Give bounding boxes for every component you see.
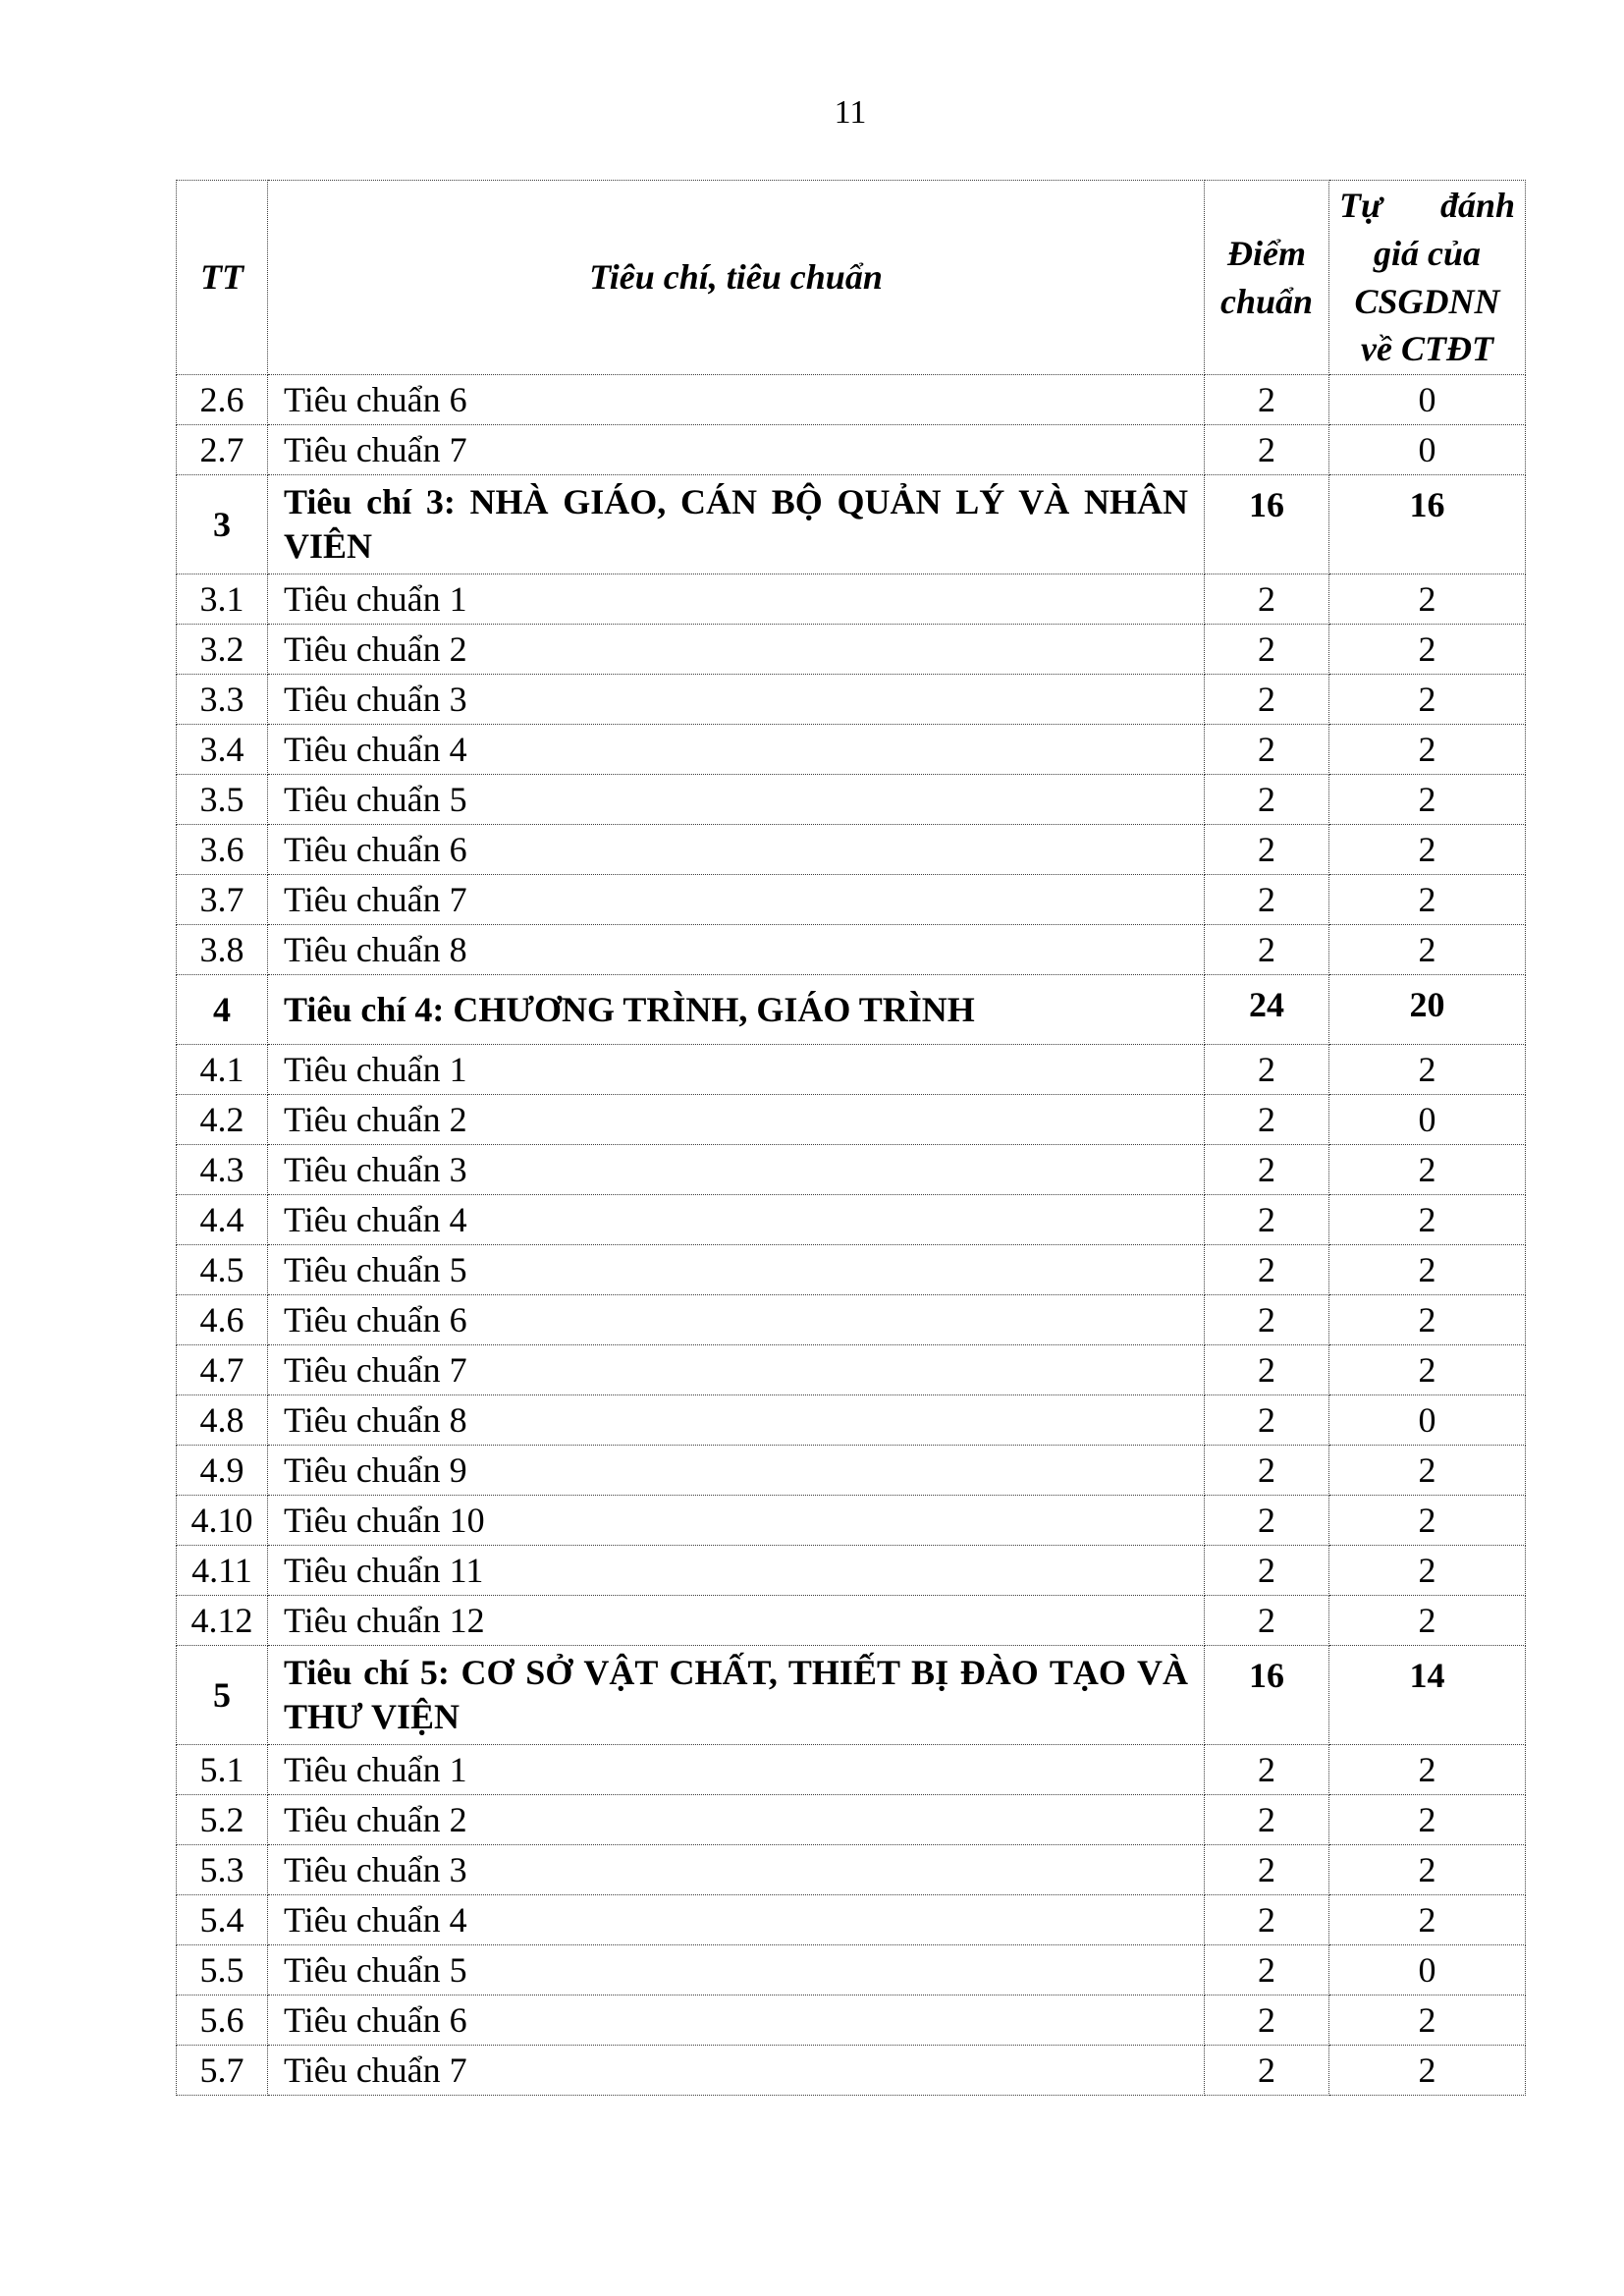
header-cell-tt: TT (177, 181, 268, 375)
row-standard-score-cell: 2 (1205, 1546, 1329, 1596)
row-title-cell: Tiêu chuẩn 4 (268, 1195, 1205, 1245)
header-self-line: Tự đánh (1339, 186, 1515, 226)
row-id-cell: 3.4 (177, 725, 268, 775)
row-self-assessment-cell: 0 (1329, 1095, 1526, 1145)
header-cell-self-assessment (1329, 181, 1526, 375)
table-row (177, 775, 1526, 825)
table-row (177, 925, 1526, 975)
row-standard-score-cell: 2 (1205, 574, 1329, 625)
row-id-cell: 4.3 (177, 1145, 268, 1195)
row-standard-score-cell: 2 (1205, 825, 1329, 875)
row-id-cell: 5.2 (177, 1795, 268, 1845)
table-row (177, 725, 1526, 775)
row-id-cell: 3.8 (177, 925, 268, 975)
row-title-cell: Tiêu chuẩn 9 (268, 1446, 1205, 1496)
row-title-cell: Tiêu chuẩn 12 (268, 1596, 1205, 1646)
row-standard-score-cell: 2 (1205, 1845, 1329, 1895)
row-standard-score-cell: 2 (1205, 1195, 1329, 1245)
row-title-cell: Tiêu chuẩn 6 (268, 825, 1205, 875)
table-row (177, 475, 1526, 574)
row-title-cell: Tiêu chuẩn 2 (268, 1795, 1205, 1845)
table-row (177, 1646, 1526, 1745)
row-id-cell: 4.5 (177, 1245, 268, 1295)
row-id-cell: 5.5 (177, 1945, 268, 1995)
row-self-assessment-cell: 20 (1329, 975, 1526, 1045)
row-id-cell: 3.3 (177, 675, 268, 725)
row-standard-score-cell: 2 (1205, 1995, 1329, 2046)
row-self-assessment-cell: 2 (1329, 1795, 1526, 1845)
section-title-line: Tiêu chí 5: CƠ SỞ VẬT CHẤT, THIẾT BỊ ĐÀO TẠO VÀ (284, 1653, 1188, 1692)
row-self-assessment-cell: 2 (1329, 1895, 1526, 1945)
row-standard-score-cell: 2 (1205, 1745, 1329, 1795)
row-id-cell: 3.5 (177, 775, 268, 825)
row-self-assessment-cell: 16 (1329, 475, 1526, 574)
row-self-assessment-cell: 2 (1329, 1745, 1526, 1795)
row-title-cell: Tiêu chuẩn 8 (268, 925, 1205, 975)
row-title-cell: Tiêu chuẩn 4 (268, 725, 1205, 775)
row-self-assessment-cell: 2 (1329, 1845, 1526, 1895)
row-standard-score-cell: 2 (1205, 1496, 1329, 1546)
row-id-cell: 5.7 (177, 2046, 268, 2096)
section-title-line: VIÊN (284, 526, 373, 566)
row-id-cell: 3.2 (177, 625, 268, 675)
row-title-cell: Tiêu chí 4: CHƯƠNG TRÌNH, GIÁO TRÌNH (268, 975, 1205, 1045)
row-standard-score-cell: 2 (1205, 775, 1329, 825)
row-standard-score-cell: 2 (1205, 725, 1329, 775)
table-row (177, 1145, 1526, 1195)
page-number: 11 (834, 94, 867, 131)
row-self-assessment-cell: 2 (1329, 1596, 1526, 1646)
row-standard-score-cell: 16 (1205, 1646, 1329, 1745)
table-row (177, 1095, 1526, 1145)
row-id-cell: 4.12 (177, 1596, 268, 1646)
row-standard-score-cell: 2 (1205, 2046, 1329, 2096)
row-title-cell (268, 1646, 1205, 1745)
row-self-assessment-cell: 0 (1329, 1945, 1526, 1995)
row-id-cell: 3.7 (177, 875, 268, 925)
row-id-cell: 3.1 (177, 574, 268, 625)
row-id-cell: 2.7 (177, 425, 268, 475)
header-cell-score (1205, 181, 1329, 375)
row-title-cell: Tiêu chuẩn 7 (268, 875, 1205, 925)
table-row (177, 1245, 1526, 1295)
table-row (177, 2046, 1526, 2096)
row-id-cell: 4.8 (177, 1395, 268, 1446)
row-title-cell (268, 475, 1205, 574)
criteria-score-table (176, 180, 1526, 2096)
table-row (177, 1845, 1526, 1895)
row-self-assessment-cell: 2 (1329, 1295, 1526, 1345)
row-standard-score-cell: 2 (1205, 425, 1329, 475)
row-self-assessment-cell: 2 (1329, 1195, 1526, 1245)
row-standard-score-cell: 2 (1205, 1345, 1329, 1395)
section-title-line: THƯ VIỆN (284, 1697, 460, 1736)
row-standard-score-cell: 2 (1205, 1395, 1329, 1446)
row-id-cell: 3.6 (177, 825, 268, 875)
table-row (177, 1446, 1526, 1496)
row-self-assessment-cell: 14 (1329, 1646, 1526, 1745)
header-self-line: về CTĐT (1361, 329, 1493, 369)
row-self-assessment-cell: 2 (1329, 1345, 1526, 1395)
row-self-assessment-cell: 2 (1329, 675, 1526, 725)
row-standard-score-cell: 2 (1205, 1045, 1329, 1095)
table-row (177, 1795, 1526, 1845)
table-row (177, 1945, 1526, 1995)
header-score-line: Điểm (1227, 233, 1306, 273)
row-title-cell: Tiêu chuẩn 8 (268, 1395, 1205, 1446)
table-row (177, 1295, 1526, 1345)
row-self-assessment-cell: 2 (1329, 1446, 1526, 1496)
row-title-cell: Tiêu chuẩn 7 (268, 425, 1205, 475)
row-id-cell: 4.7 (177, 1345, 268, 1395)
row-standard-score-cell: 2 (1205, 1795, 1329, 1845)
row-id-cell: 4.2 (177, 1095, 268, 1145)
table-row (177, 1995, 1526, 2046)
row-title-cell: Tiêu chuẩn 4 (268, 1895, 1205, 1945)
row-standard-score-cell: 16 (1205, 475, 1329, 574)
row-standard-score-cell: 2 (1205, 625, 1329, 675)
row-title-cell: Tiêu chuẩn 5 (268, 1945, 1205, 1995)
row-self-assessment-cell: 2 (1329, 1496, 1526, 1546)
row-self-assessment-cell: 2 (1329, 925, 1526, 975)
row-self-assessment-cell: 2 (1329, 2046, 1526, 2096)
row-self-assessment-cell: 2 (1329, 775, 1526, 825)
row-id-cell: 5.1 (177, 1745, 268, 1795)
row-standard-score-cell: 2 (1205, 925, 1329, 975)
row-title-cell: Tiêu chuẩn 5 (268, 775, 1205, 825)
table-row (177, 1496, 1526, 1546)
row-title-cell: Tiêu chuẩn 6 (268, 1295, 1205, 1345)
row-standard-score-cell: 2 (1205, 1095, 1329, 1145)
header-self-line: giá của (1373, 233, 1481, 273)
row-title-cell: Tiêu chuẩn 6 (268, 1995, 1205, 2046)
table-row (177, 1546, 1526, 1596)
row-id-cell: 4.6 (177, 1295, 268, 1345)
row-title-cell: Tiêu chuẩn 2 (268, 625, 1205, 675)
row-self-assessment-cell: 2 (1329, 1245, 1526, 1295)
table-header (177, 181, 1526, 375)
row-id-cell: 4.10 (177, 1496, 268, 1546)
row-standard-score-cell: 2 (1205, 1446, 1329, 1496)
row-title-cell: Tiêu chuẩn 1 (268, 1745, 1205, 1795)
header-cell-title: Tiêu chí, tiêu chuẩn (268, 181, 1205, 375)
header-score-line: chuẩn (1219, 281, 1314, 321)
row-self-assessment-cell: 2 (1329, 825, 1526, 875)
row-standard-score-cell: 2 (1205, 1596, 1329, 1646)
row-standard-score-cell: 24 (1205, 975, 1329, 1045)
row-id-cell: 4.9 (177, 1446, 268, 1496)
row-standard-score-cell: 2 (1205, 675, 1329, 725)
row-standard-score-cell: 2 (1205, 1245, 1329, 1295)
table-row (177, 875, 1526, 925)
row-self-assessment-cell: 2 (1329, 574, 1526, 625)
row-id-cell: 4.4 (177, 1195, 268, 1245)
row-self-assessment-cell: 2 (1329, 1546, 1526, 1596)
row-title-cell: Tiêu chuẩn 11 (268, 1546, 1205, 1596)
table-row (177, 1045, 1526, 1095)
row-id-cell: 5.4 (177, 1895, 268, 1945)
row-id-cell: 2.6 (177, 375, 268, 425)
row-title-cell: Tiêu chuẩn 3 (268, 1145, 1205, 1195)
table-row (177, 425, 1526, 475)
row-self-assessment-cell: 2 (1329, 1045, 1526, 1095)
row-title-cell: Tiêu chuẩn 7 (268, 2046, 1205, 2096)
row-id-cell: 5 (177, 1646, 268, 1745)
table-row (177, 1596, 1526, 1646)
row-title-cell: Tiêu chuẩn 3 (268, 1845, 1205, 1895)
row-title-cell: Tiêu chuẩn 2 (268, 1095, 1205, 1145)
table-row (177, 675, 1526, 725)
row-id-cell: 5.6 (177, 1995, 268, 2046)
table-row (177, 574, 1526, 625)
row-id-cell: 4.1 (177, 1045, 268, 1095)
row-self-assessment-cell: 0 (1329, 375, 1526, 425)
row-standard-score-cell: 2 (1205, 375, 1329, 425)
table-row (177, 1195, 1526, 1245)
row-self-assessment-cell: 0 (1329, 1395, 1526, 1446)
row-self-assessment-cell: 0 (1329, 425, 1526, 475)
row-id-cell: 3 (177, 475, 268, 574)
row-id-cell: 5.3 (177, 1845, 268, 1895)
row-standard-score-cell: 2 (1205, 1945, 1329, 1995)
table-row (177, 975, 1526, 1045)
table-row (177, 625, 1526, 675)
row-id-cell: 4 (177, 975, 268, 1045)
table-row (177, 1895, 1526, 1945)
table-row (177, 1345, 1526, 1395)
section-title-line: Tiêu chí 3: NHÀ GIÁO, CÁN BỘ QUẢN LÝ VÀ NHÂN (284, 482, 1188, 521)
header-self-line: CSGDNN (1354, 281, 1500, 321)
row-id-cell: 4.11 (177, 1546, 268, 1596)
table-body (177, 375, 1526, 2096)
row-self-assessment-cell: 2 (1329, 625, 1526, 675)
row-title-cell: Tiêu chuẩn 7 (268, 1345, 1205, 1395)
header-row (177, 181, 1526, 375)
row-self-assessment-cell: 2 (1329, 725, 1526, 775)
table-row (177, 825, 1526, 875)
row-title-cell: Tiêu chuẩn 1 (268, 574, 1205, 625)
row-standard-score-cell: 2 (1205, 1895, 1329, 1945)
row-standard-score-cell: 2 (1205, 875, 1329, 925)
row-title-cell: Tiêu chuẩn 10 (268, 1496, 1205, 1546)
row-title-cell: Tiêu chuẩn 3 (268, 675, 1205, 725)
row-self-assessment-cell: 2 (1329, 1995, 1526, 2046)
table-row (177, 1745, 1526, 1795)
table-row (177, 375, 1526, 425)
row-title-cell: Tiêu chuẩn 5 (268, 1245, 1205, 1295)
row-self-assessment-cell: 2 (1329, 1145, 1526, 1195)
row-standard-score-cell: 2 (1205, 1295, 1329, 1345)
row-standard-score-cell: 2 (1205, 1145, 1329, 1195)
table-row (177, 1395, 1526, 1446)
row-self-assessment-cell: 2 (1329, 875, 1526, 925)
row-title-cell: Tiêu chuẩn 1 (268, 1045, 1205, 1095)
row-title-cell: Tiêu chuẩn 6 (268, 375, 1205, 425)
